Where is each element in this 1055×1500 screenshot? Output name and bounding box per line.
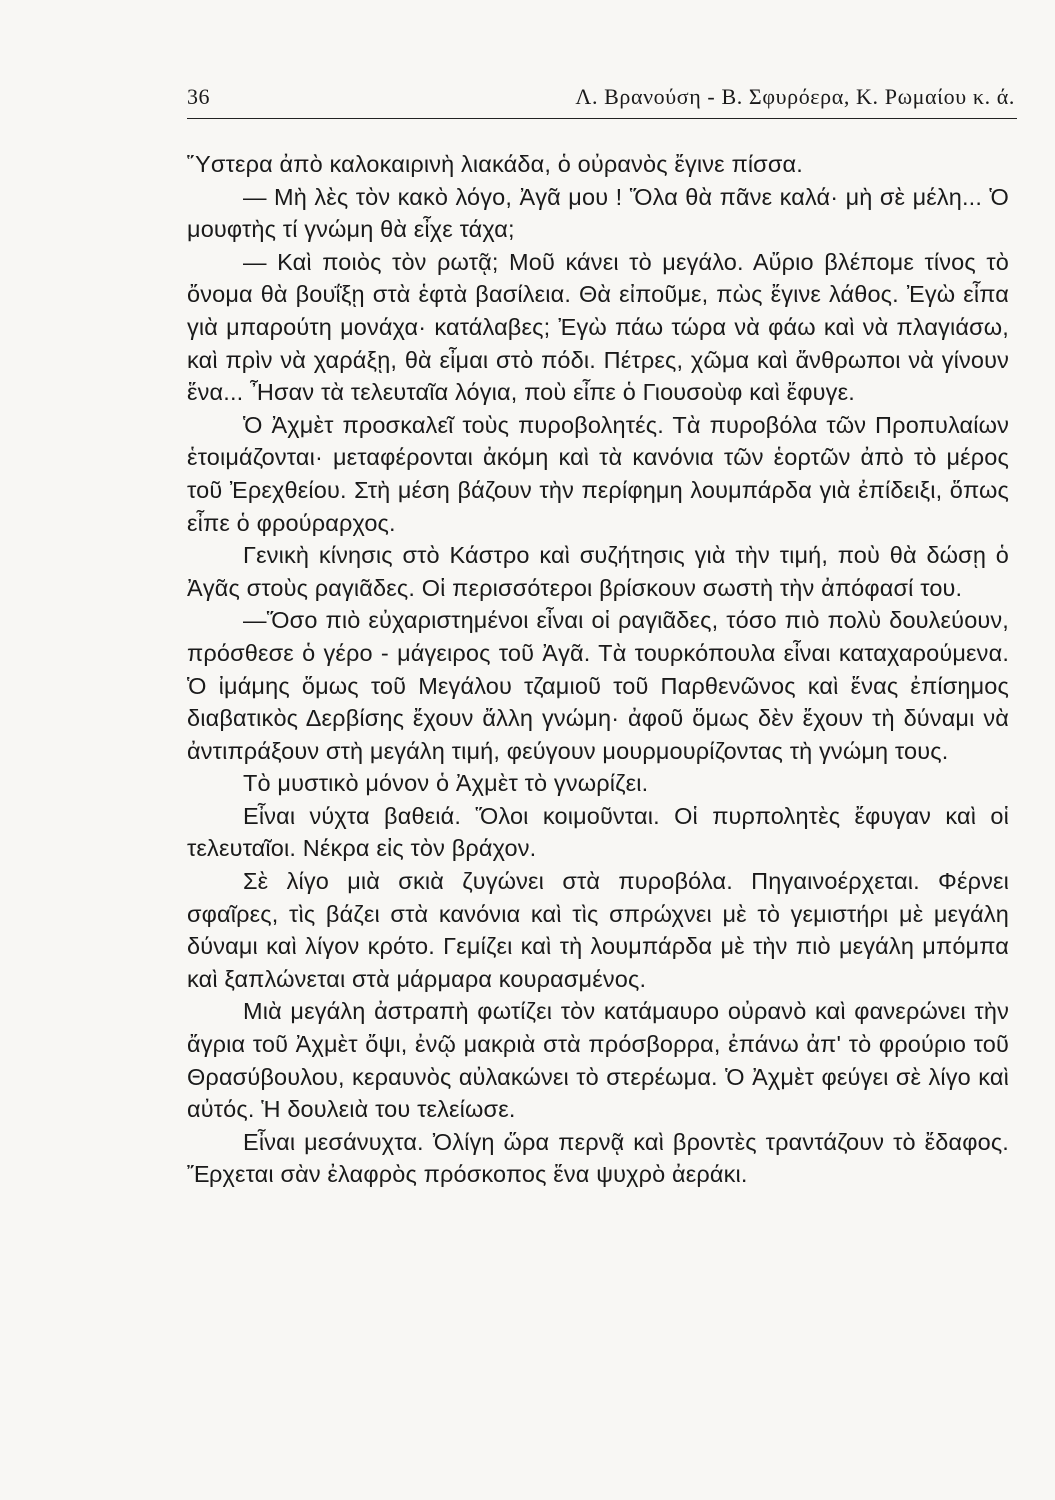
paragraph-11: Εἶναι μεσάνυχτα. Ὀλίγη ὥρα περνᾷ καὶ βροντὲς τραντάζουν τὸ ἔδαφος. Ἔρχεται σὰν ἐλαφρὸς πρόσκοπος ἕνα ψυχρὸ ἀεράκι. <box>187 1128 1009 1188</box>
paragraph-10: Μιὰ μεγάλη ἀστραπὴ φωτίζει τὸν κατάμαυρο οὐρανὸ καὶ φανερώνει τὴν ἄγρια τοῦ Ἀχμὲτ ὄψι, ἐνῷ μακριὰ στὰ πρόσβορρα, ἐπάνω ἀπ' τὸ φρούριο τοῦ Θρασύβουλου, κεραυνὸς αὐλακώνει τὸ στερέωμα. Ὁ Ἀχμὲτ φεύγει σὲ λίγο καὶ αὐτός. Ἡ δουλειὰ του τελείωσε. <box>187 998 1009 1123</box>
page-number: 36 <box>187 84 210 109</box>
paragraph-3: — Καὶ ποιὸς τὸν ρωτᾷ; Μοῦ κάνει τὸ μεγάλο. Αὔριο βλέπομε τίνος τὸ ὄνομα θὰ βουΐξῃ στὰ ἑφτὰ βασίλεια. Θὰ εἰποῦμε, πὼς ἔγινε λάθος. Ἐγὼ εἶπα γιὰ μπαρούτη μονάχα· κατάλαβες; Ἐγὼ πάω τώρα νὰ φάω καὶ νὰ πλαγιάσω, καὶ πρὶν νὰ χαράξῃ, θὰ εἶμαι στὸ πόδι. Πέτρες, χῶμα καὶ ἄνθρωποι νὰ γίνουν ἕνα... Ἦσαν τὰ τελευταῖα λόγια, ποὺ εἶπε ὁ Γιουσοὺφ καὶ ἔφυγε. <box>187 248 1009 406</box>
paragraph-8: Εἶναι νύχτα βαθειά. Ὅλοι κοιμοῦνται. Οἱ πυρπολητὲς ἔφυγαν καὶ οἱ τελευταῖοι. Νέκρα εἰς τὸν βράχον. <box>187 802 1009 862</box>
paragraph-6: —Ὅσο πιὸ εὐχαριστημένοι εἶναι οἱ ραγιᾶδες, τόσο πιὸ πολὺ δουλεύουν, πρόσθεσε ὁ γέρο - μάγειρος τοῦ Ἀγᾶ. Τὰ τουρκόπουλα εἶναι καταχαρούμενα. Ὁ ἰμάμης ὅμως τοῦ Μεγάλου τζαμιοῦ τοῦ Παρθενῶνος καὶ ἕνας ἐπίσημος διαβατικὸς Δερβίσης ἔχουν ἄλλη γνώμη· ἀφοῦ ὅμως δὲν ἔχουν τὴ δύναμι νὰ ἀντιπράξουν στὴ μεγάλη τιμή, φεύγουν μουρμουρίζοντας τὴ γνώμη τους. <box>187 607 1009 764</box>
paragraph-1: Ὕστερα ἀπὸ καλοκαιρινὴ λιακάδα, ὁ οὐρανὸς ἔγινε πίσσα. <box>187 151 803 177</box>
paragraph-4: Ὁ Ἀχμὲτ προσκαλεῖ τοὺς πυροβολητές. Τὰ πυροβόλα τῶν Προπυλαίων ἑτοιμάζονται· μεταφέρονται ἀκόμη καὶ τὰ κανόνια τῶν ἑορτῶν ἀπὸ τὸ μέρος τοῦ Ἐρεχθείου. Στὴ μέση βάζουν τὴν περίφημη λουμπάρδα γιὰ ἐπίδειξι, ὅπως εἶπε ὁ φρούραρχος. <box>187 411 1009 536</box>
running-head-authors: Λ. Βρανούση - Β. Σφυρόερα, Κ. Ρωμαίου κ. ά. <box>575 84 1015 109</box>
paragraph-5: Γενικὴ κίνησις στὸ Κάστρο καὶ συζήτησις γιὰ τὴν τιμή, ποὺ θὰ δώσῃ ὁ Ἀγᾶς στοὺς ραγιᾶδες. Οἱ περισσότεροι βρίσκουν σωστὴ τὴν ἀπόφασί του. <box>187 542 1009 601</box>
page-header <box>187 84 1017 119</box>
paragraph-7: Τὸ μυστικὸ μόνον ὁ Ἀχμὲτ τὸ γνωρίζει. <box>243 770 649 797</box>
body-text <box>187 148 1009 1191</box>
paragraph-2: — Μὴ λὲς τὸν κακὸ λόγο, Ἀγᾶ μου ! Ὅλα θὰ πᾶνε καλά· μὴ σὲ μέλη... Ὁ μουφτὴς τί γνώμη θὰ εἶχε τάχα; <box>187 183 1009 243</box>
paragraph-9: Σὲ λίγο μιὰ σκιὰ ζυγώνει στὰ πυροβόλα. Πηγαινοέρχεται. Φέρνει σφαῖρες, τὶς βάζει στὰ κανόνια καὶ τὶς σπρώχνει μὲ τὸ γεμιστήρι μὲ μεγάλη δύναμι καὶ λίγον κρότο. Γεμίζει καὶ τὴ λουμπάρδα μὲ τὴν πιὸ μεγάλη μπόμπα καὶ ξαπλώνεται στὰ μάρμαρα κουρασμένος. <box>187 868 1009 992</box>
